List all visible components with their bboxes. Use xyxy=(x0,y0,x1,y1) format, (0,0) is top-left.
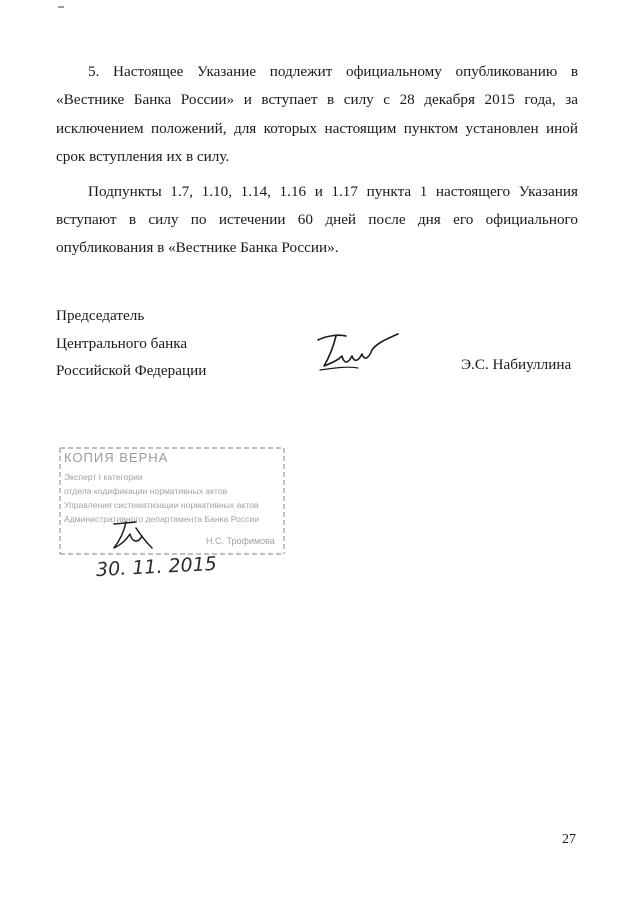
stamp-officer-name: Н.С. Трофимова xyxy=(206,536,275,546)
page-number: 27 xyxy=(562,832,576,847)
certification-stamp xyxy=(58,446,286,556)
stamp-line: Административного департамента Банка России xyxy=(64,514,260,524)
signer-title-line: Российской Федерации xyxy=(56,362,207,379)
stamp-title: КОПИЯ ВЕРНА xyxy=(64,450,169,465)
stamp-line: отдела кодификации нормативных актов xyxy=(64,486,228,496)
signer-title-line: Председатель xyxy=(56,307,145,324)
signature-block xyxy=(56,302,206,385)
paragraph-subclauses: Подпункты 1.7, 1.10, 1.14, 1.16 и 1.17 пункта 1 настоящего Указания вступают в силу по истечении 60 дней после дня его официального опубликования в «Вестнике Банка России». xyxy=(56,182,578,257)
signer-name: Э.С. Набиуллина xyxy=(461,356,572,373)
document-body xyxy=(56,58,578,269)
stamp-line: Управления систематизации нормативных актов xyxy=(64,500,259,510)
signer-title-line: Центрального банка xyxy=(56,334,188,352)
stamp-signature xyxy=(110,518,156,552)
stamp-line: Эксперт I категории xyxy=(64,472,143,482)
paragraph-effective-date: 5. Настоящее Указание подлежит официальному опубликованию в «Вестнике Банка России» и вступает в силу с 28 декабря 2015 года, за исключением положений, для которых настоящим пунктом установлен иной срок вступления их в силу. xyxy=(56,63,578,166)
corner-scan-mark xyxy=(58,6,64,8)
handwritten-signature xyxy=(314,330,402,376)
stamp-handwritten-date: 30. 11. 2015 xyxy=(95,552,218,582)
